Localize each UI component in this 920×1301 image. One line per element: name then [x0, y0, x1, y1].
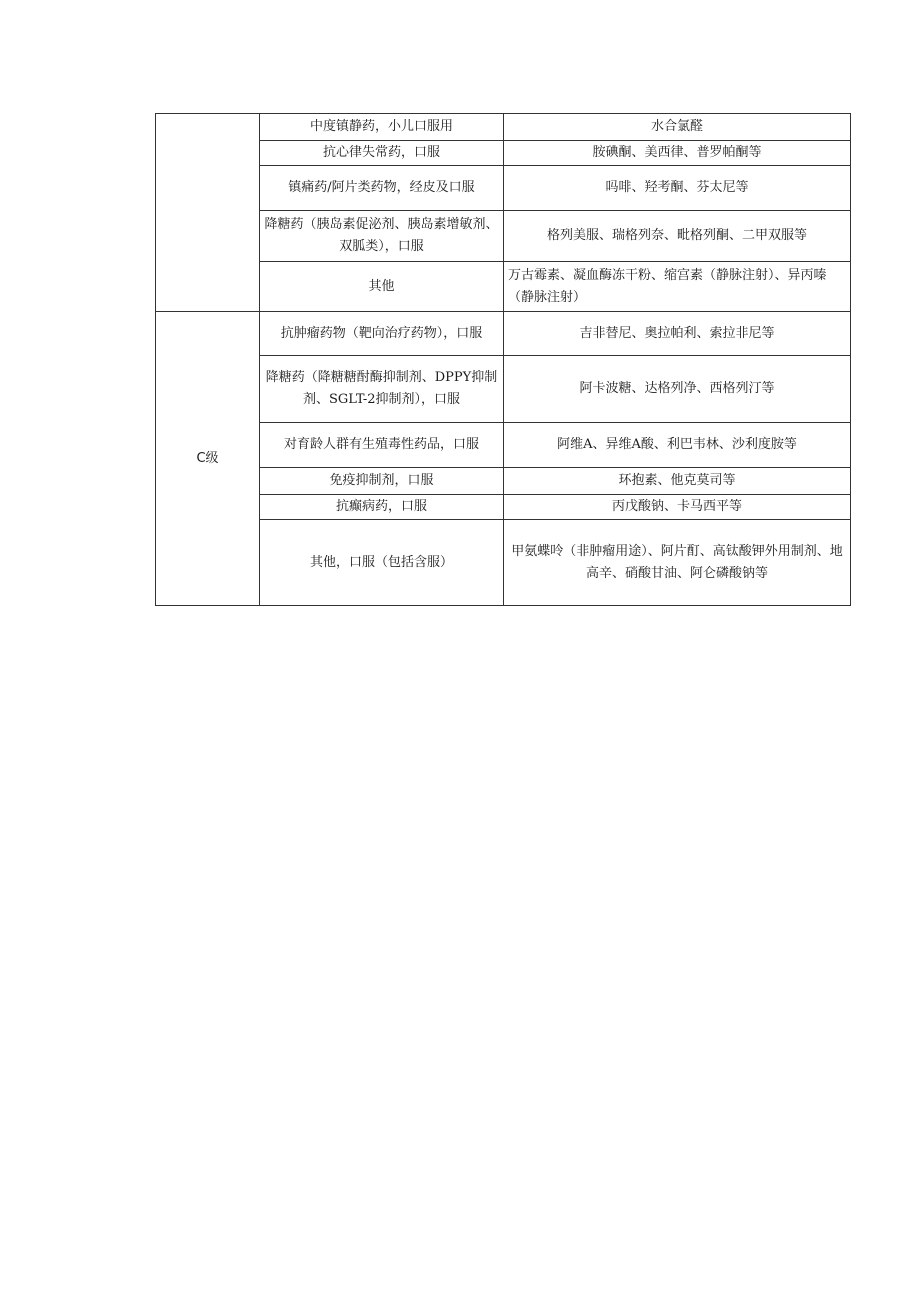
table-row	[156, 211, 851, 262]
drug-risk-table-body	[156, 114, 851, 606]
category-cell: 对育龄人群有生殖毒性药品，口服	[260, 423, 504, 468]
category-cell: 抗癫病药，口服	[260, 495, 504, 520]
category-cell: 其他，口服（包括含服）	[260, 520, 504, 606]
category-cell: 抗肿瘤药物（靶向治疗药物），口服	[260, 312, 504, 356]
drug-examples-cell: 丙戊酸钠、卡马西平等	[504, 495, 851, 520]
table-row	[156, 468, 851, 495]
table-row	[156, 495, 851, 520]
drug-examples-cell: 胺碘酮、美西律、普罗帕酮等	[504, 141, 851, 166]
category-cell: 其他	[260, 262, 504, 312]
drug-examples-cell: 吗啡、羟考酮、芬太尼等	[504, 166, 851, 211]
drug-examples-cell: 阿维A、异维A酸、利巴韦林、沙利度胺等	[504, 423, 851, 468]
drug-examples-cell: 万古霉素、凝血酶冻干粉、缩宫素（静脉注射）、异丙嗪（静脉注射）	[504, 262, 851, 312]
drug-examples-cell: 吉非替尼、奥拉帕利、索拉非尼等	[504, 312, 851, 356]
grade-cell	[156, 114, 260, 312]
category-cell: 镇痛药/阿片类药物，经皮及口服	[260, 166, 504, 211]
drug-examples-cell: 阿卡波糖、达格列净、西格列汀等	[504, 356, 851, 423]
table-row	[156, 356, 851, 423]
drug-examples-cell: 环抱素、他克莫司等	[504, 468, 851, 495]
drug-risk-table	[155, 113, 851, 606]
table-row	[156, 141, 851, 166]
table-row	[156, 520, 851, 606]
table-row	[156, 262, 851, 312]
category-cell: 抗心律失常药，口服	[260, 141, 504, 166]
table-row	[156, 114, 851, 141]
category-cell: 免疫抑制剂，口服	[260, 468, 504, 495]
category-cell: 降糖药（降糖糖酎酶抑制剂、DPPY抑制剂、SGLT-2抑制剂），口服	[260, 356, 504, 423]
drug-examples-cell: 水合氯醛	[504, 114, 851, 141]
table-row	[156, 423, 851, 468]
table-row	[156, 166, 851, 211]
category-cell: 降糖药（胰岛素促泌剂、胰岛素增敏剂、双胍类），口服	[260, 211, 504, 262]
drug-examples-cell: 格列美服、瑞格列奈、毗格列酮、二甲双服等	[504, 211, 851, 262]
category-cell: 中度镇静药，小儿口服用	[260, 114, 504, 141]
grade-cell: C级	[156, 312, 260, 606]
drug-examples-cell: 甲氨蝶呤（非肿瘤用途）、阿片酊、高钛酸钾外用制剂、地高辛、硝酸甘油、阿仑磷酸钠等	[504, 520, 851, 606]
table-row	[156, 312, 851, 356]
